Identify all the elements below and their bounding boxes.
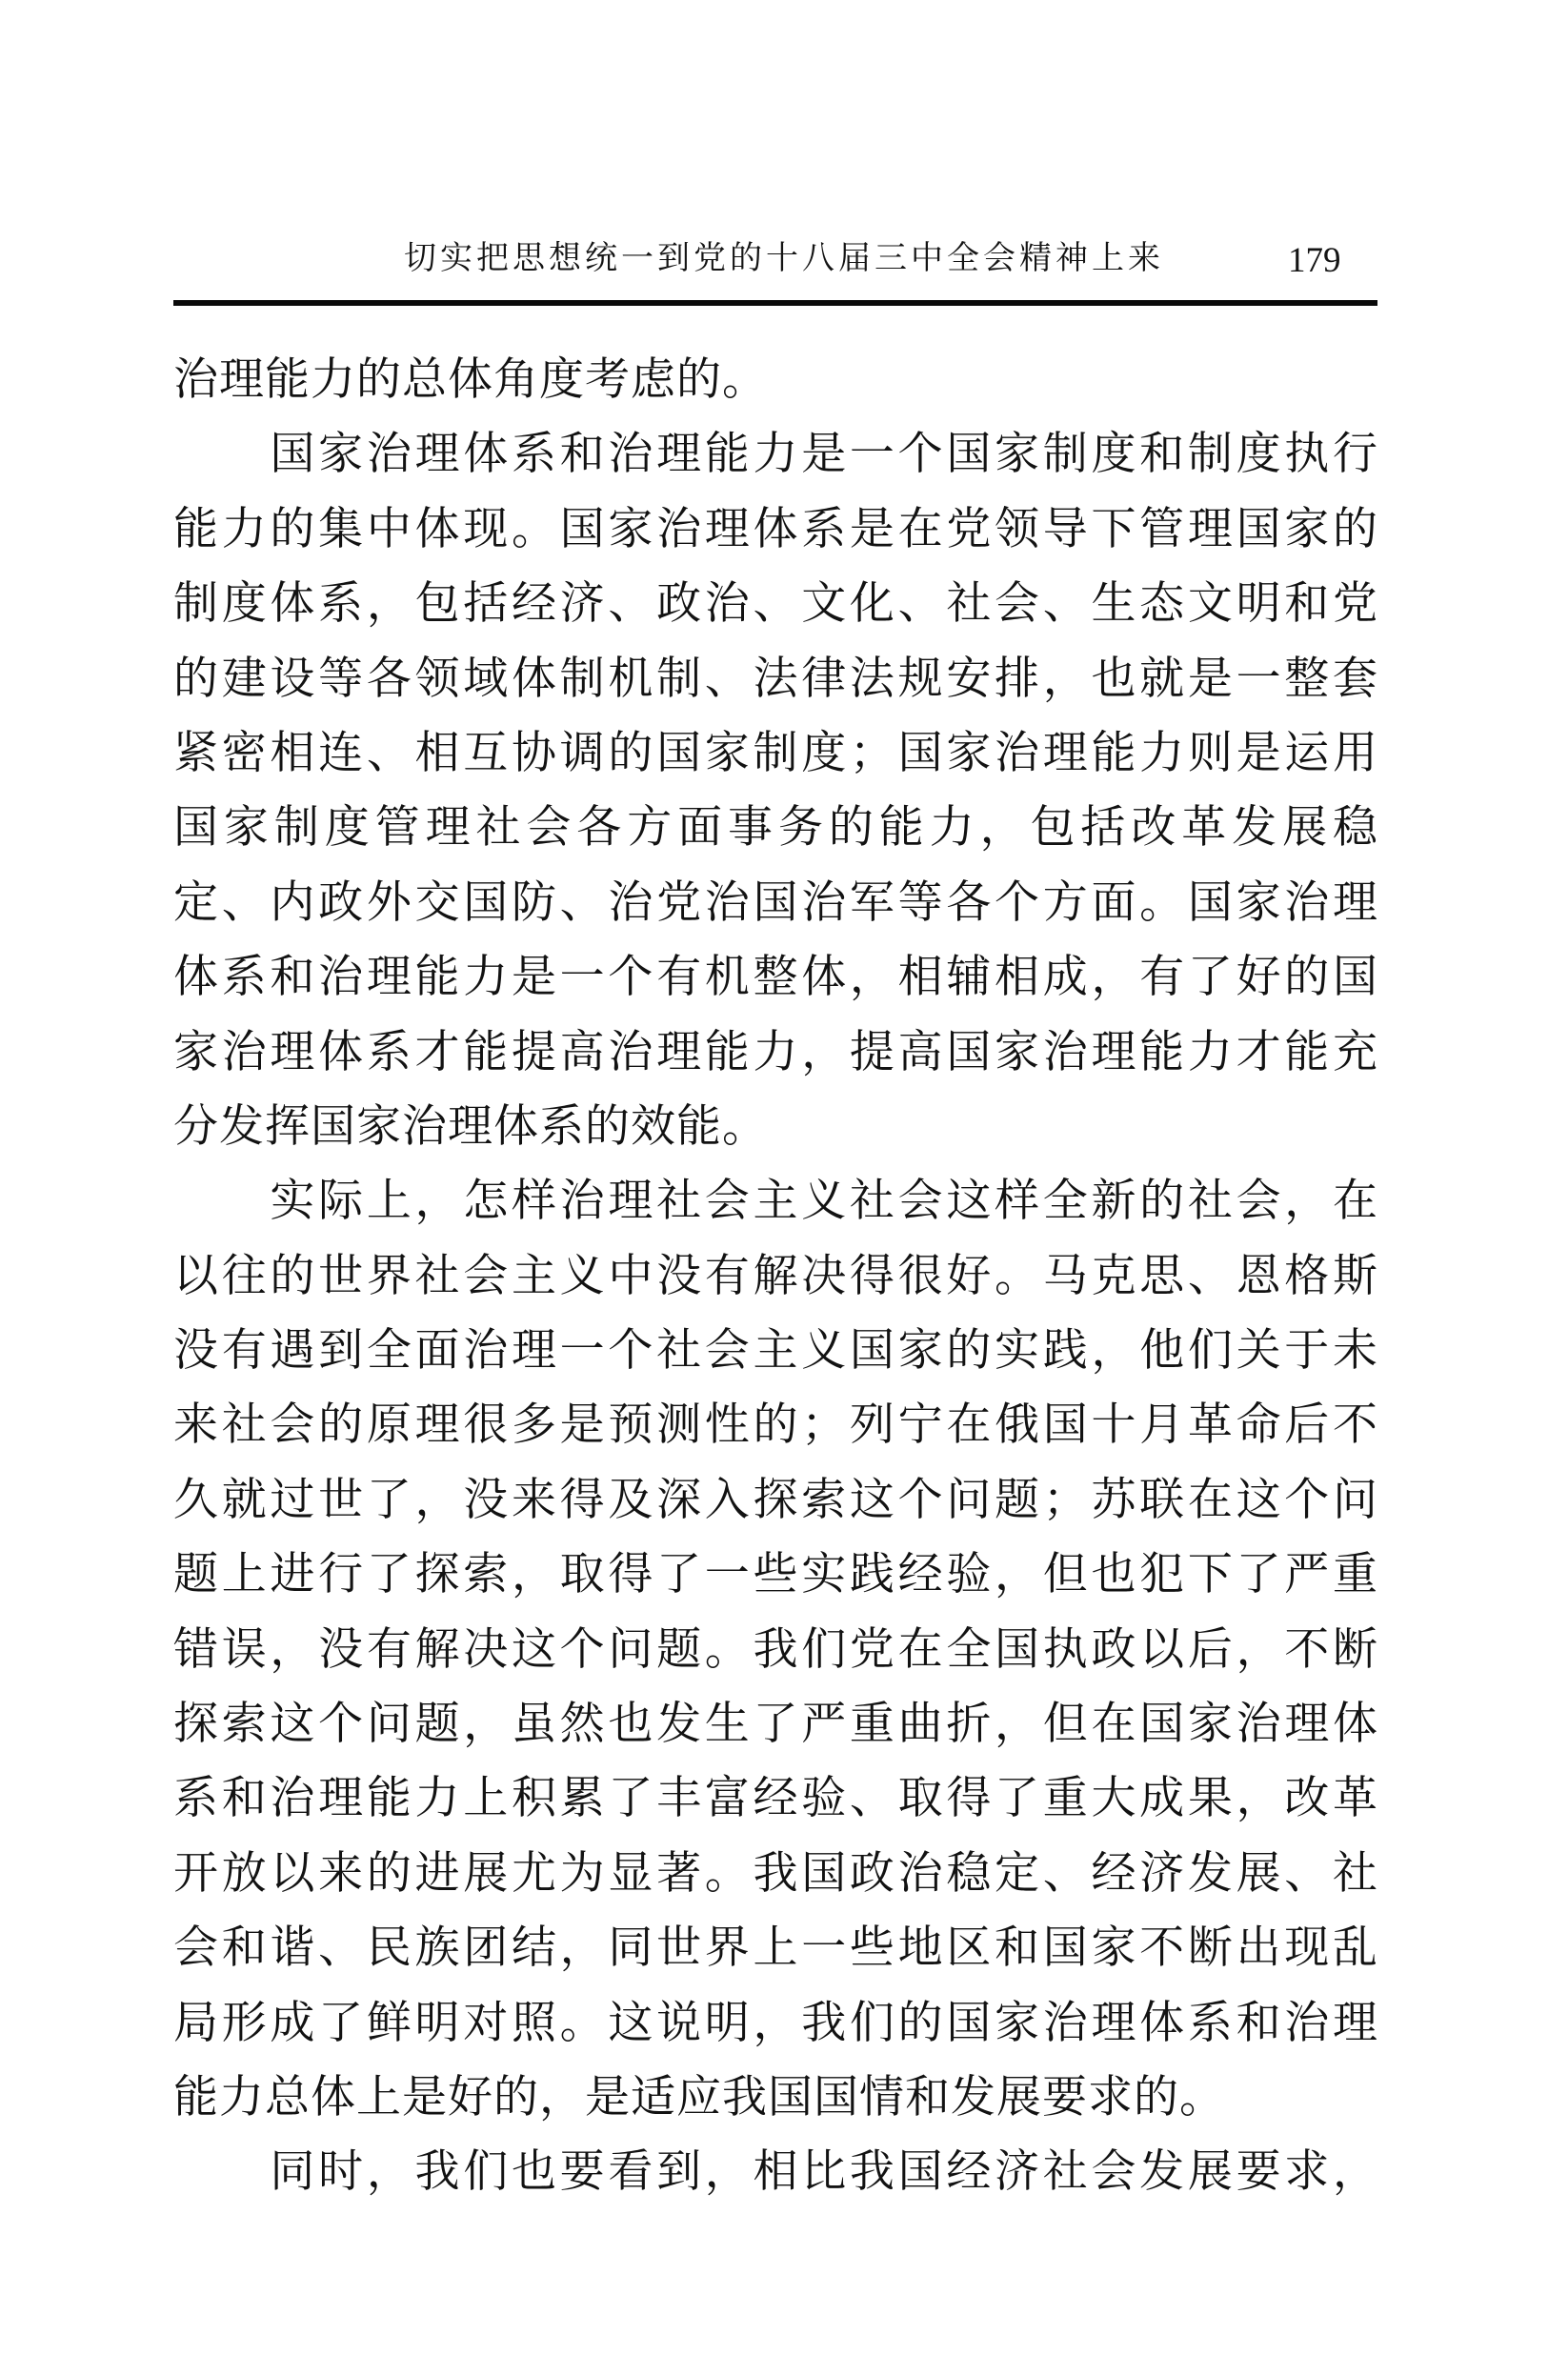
text-line: 来社会的原理很多是预测性的；列宁在俄国十月革命后不	[173, 1400, 1377, 1451]
text-line: 分发挥国家治理体系的效能。	[173, 1101, 768, 1152]
text-line: 国家治理体系和治理能力是一个国家制度和制度执行	[173, 430, 1377, 480]
text-line: 局形成了鲜明对照。这说明，我们的国家治理体系和治理	[173, 1998, 1377, 2048]
text-line: 能力的集中体现。国家治理体系是在党领导下管理国家的	[173, 504, 1377, 554]
text-line: 能力总体上是好的，是适应我国国情和发展要求的。	[173, 2072, 1225, 2123]
text-line: 开放以来的进展尤为显著。我国政治稳定、经济发展、社	[173, 1848, 1377, 1899]
page-number: 179	[1288, 241, 1341, 280]
text-line: 久就过世了，没来得及深入探索这个问题；苏联在这个问	[173, 1475, 1377, 1525]
text-line: 家治理体系才能提高治理能力，提高国家治理能力才能充	[173, 1027, 1377, 1077]
text-line: 以往的世界社会主义中没有解决得很好。马克思、恩格斯	[173, 1251, 1377, 1301]
text-line: 定、内政外交国防、治党治国治军等各个方面。国家治理	[173, 877, 1377, 928]
text-line: 制度体系，包括经济、政治、文化、社会、生态文明和党	[173, 579, 1377, 630]
text-line: 实际上，怎样治理社会主义社会这样全新的社会，在	[173, 1177, 1377, 1227]
text-line: 系和治理能力上积累了丰富经验、取得了重大成果，改革	[173, 1774, 1377, 1824]
text-line: 体系和治理能力是一个有机整体，相辅相成，有了好的国	[173, 953, 1377, 1003]
running-head-title: 切实把思想统一到党的十八届三中全会精神上来	[404, 241, 1164, 276]
text-line: 治理能力的总体角度考虑的。	[173, 355, 768, 405]
text-line: 题上进行了探索，取得了一些实践经验，但也犯下了严重	[173, 1550, 1377, 1600]
text-line: 会和谐、民族团结，同世界上一些地区和国家不断出现乱	[173, 1923, 1377, 1974]
text-line: 的建设等各领域体制机制、法律法规安排，也就是一整套	[173, 654, 1377, 704]
text-line: 错误，没有解决这个问题。我们党在全国执政以后，不断	[173, 1624, 1377, 1675]
text-line: 紧密相连、相互协调的国家制度；国家治理能力则是运用	[173, 728, 1377, 778]
text-line: 同时，我们也要看到，相比我国经济社会发展要求，	[173, 2147, 1377, 2198]
text-line: 国家制度管理社会各方面事务的能力，包括改革发展稳	[173, 803, 1377, 854]
header-rule	[173, 300, 1377, 306]
text-line: 没有遇到全面治理一个社会主义国家的实践，他们关于未	[173, 1326, 1377, 1377]
text-line: 探索这个问题，虽然也发生了严重曲折，但在国家治理体	[173, 1700, 1377, 1750]
body-text	[173, 343, 1377, 2210]
